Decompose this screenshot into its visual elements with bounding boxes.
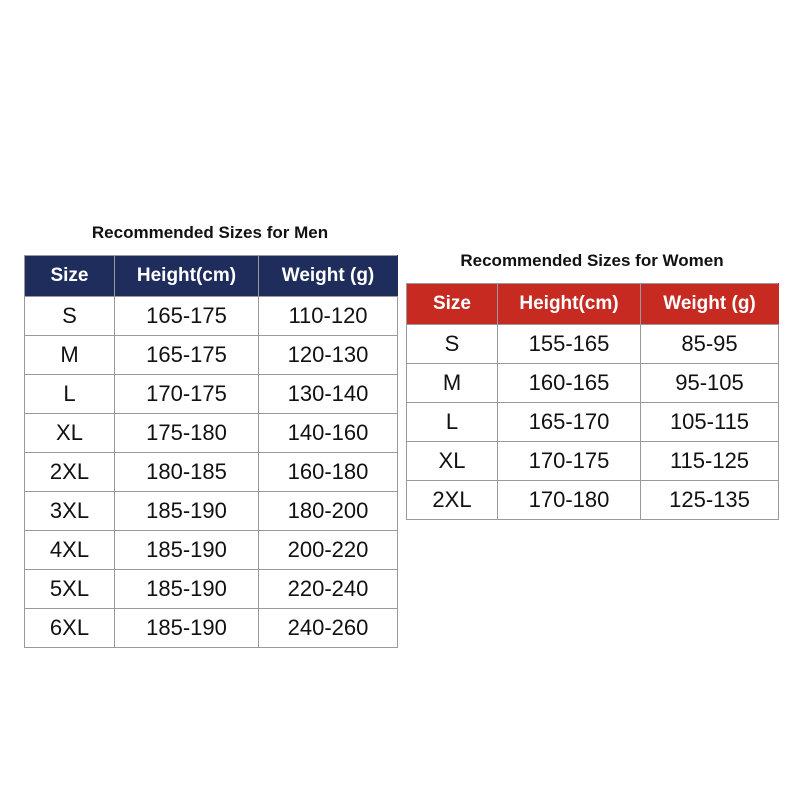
column-header-height: Height(cm) (115, 256, 259, 297)
table-row (25, 336, 398, 375)
column-header-height: Height(cm) (498, 284, 641, 325)
size-cell: L (25, 375, 115, 414)
women-table-title: Recommended Sizes for Women (460, 251, 724, 270)
weight-cell: 160-180 (259, 453, 398, 492)
height-cell: 185-190 (115, 570, 259, 609)
height-cell: 165-170 (498, 403, 641, 442)
weight-cell: 200-220 (259, 531, 398, 570)
table-row (25, 297, 398, 336)
size-cell: 5XL (25, 570, 115, 609)
table-row (407, 364, 779, 403)
size-cell: M (25, 336, 115, 375)
weight-cell: 95-105 (641, 364, 779, 403)
women-size-table (406, 283, 779, 520)
men-table-header (25, 256, 398, 297)
table-row (407, 325, 779, 364)
weight-cell: 110-120 (259, 297, 398, 336)
table-row (25, 375, 398, 414)
height-cell: 160-165 (498, 364, 641, 403)
column-header-weight: Weight (g) (259, 256, 398, 297)
height-cell: 180-185 (115, 453, 259, 492)
table-row (407, 442, 779, 481)
size-cell: L (407, 403, 498, 442)
height-cell: 175-180 (115, 414, 259, 453)
height-cell: 165-175 (115, 336, 259, 375)
height-cell: 185-190 (115, 492, 259, 531)
weight-cell: 180-200 (259, 492, 398, 531)
size-cell: 2XL (25, 453, 115, 492)
table-row (25, 609, 398, 648)
height-cell: 170-175 (115, 375, 259, 414)
height-cell: 170-175 (498, 442, 641, 481)
men-table-title: Recommended Sizes for Men (91, 223, 329, 242)
size-cell: XL (25, 414, 115, 453)
header-row (407, 284, 779, 325)
weight-cell: 125-135 (641, 481, 779, 520)
men-size-table (24, 255, 398, 648)
table-row (25, 531, 398, 570)
size-cell: XL (407, 442, 498, 481)
women-table-body (407, 325, 779, 520)
table-row (407, 481, 779, 520)
size-cell: S (407, 325, 498, 364)
column-header-size: Size (407, 284, 498, 325)
table-row (407, 403, 779, 442)
height-cell: 185-190 (115, 609, 259, 648)
column-header-size: Size (25, 256, 115, 297)
weight-cell: 240-260 (259, 609, 398, 648)
size-cell: S (25, 297, 115, 336)
size-cell: 3XL (25, 492, 115, 531)
column-header-weight: Weight (g) (641, 284, 779, 325)
size-cell: 6XL (25, 609, 115, 648)
table-row (25, 453, 398, 492)
height-cell: 170-180 (498, 481, 641, 520)
table-row (25, 570, 398, 609)
height-cell: 185-190 (115, 531, 259, 570)
size-cell: 4XL (25, 531, 115, 570)
height-cell: 165-175 (115, 297, 259, 336)
height-cell: 155-165 (498, 325, 641, 364)
weight-cell: 85-95 (641, 325, 779, 364)
header-row (25, 256, 398, 297)
table-row (25, 492, 398, 531)
weight-cell: 130-140 (259, 375, 398, 414)
size-cell: 2XL (407, 481, 498, 520)
weight-cell: 140-160 (259, 414, 398, 453)
men-table-body (25, 297, 398, 648)
table-row (25, 414, 398, 453)
weight-cell: 105-115 (641, 403, 779, 442)
weight-cell: 120-130 (259, 336, 398, 375)
weight-cell: 115-125 (641, 442, 779, 481)
size-cell: M (407, 364, 498, 403)
women-table-header (407, 284, 779, 325)
weight-cell: 220-240 (259, 570, 398, 609)
